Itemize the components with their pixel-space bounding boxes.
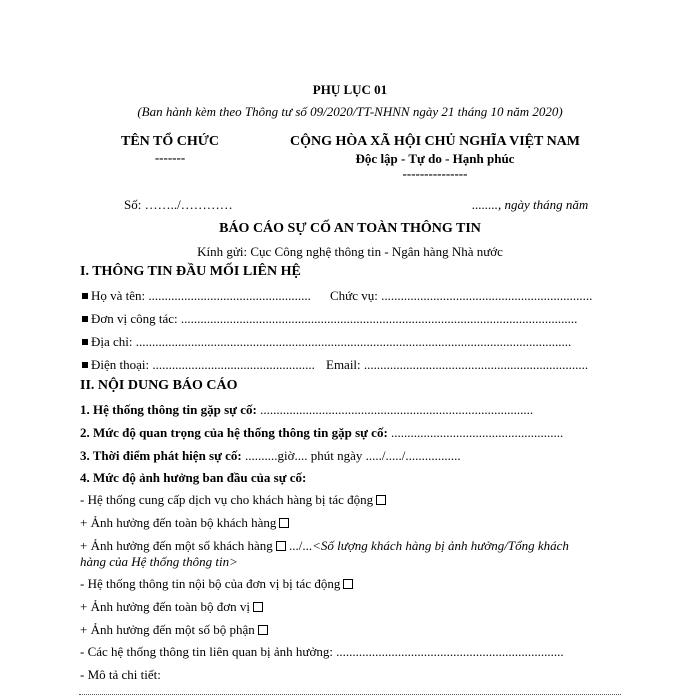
appendix-note: (Ban hành kèm theo Thông tư số 09/2020/TT-NHNN ngày 21 tháng 10 năm 2020) [137,104,563,119]
line-f-text: + Ảnh hưởng đến một số bộ phận [80,622,255,637]
dotted-line [79,694,621,695]
bullet-icon [82,293,88,299]
item2-label: 2. Mức độ quan trọng của hệ thống thông tin gặp sự cố: [80,425,388,440]
line-c [80,538,569,554]
line-f [80,622,268,638]
report-recipient: Kính gửi: Cục Công nghệ thông tin - Ngân hàng Nhà nước [197,244,503,259]
checkbox-icon[interactable] [279,518,289,528]
motto-dash: --------------- [402,166,468,181]
line-b [80,515,289,531]
bullet-icon [82,316,88,322]
item3-label: 3. Thời điểm phát hiện sự cố: [80,448,242,463]
line-a-text: - Hệ thống cung cấp dịch vụ cho khách hàng bị tác động [80,492,374,507]
item4-label: 4. Mức độ ảnh hưởng ban đầu của sự cố: [80,470,307,485]
line-e-text: + Ảnh hưởng đến toàn bộ đơn vị [80,599,251,614]
line-a [80,492,386,508]
line-b-text: + Ảnh hưởng đến toàn bộ khách hàng [80,515,277,530]
line-d [80,576,353,592]
line-c-after: .../... [285,538,313,553]
org-name: TÊN TỔ CHỨC [120,134,219,149]
org-dash: ------- [154,150,186,165]
nation-heading: CỘNG HÒA XÃ HỘI CHỦ NGHĨA VIỆT NAM [289,134,580,149]
item3-value: ..........giờ.... phút ngày ...../...../................. [241,448,461,463]
doc-date: ........, ngày tháng năm [472,197,589,212]
item1 [80,402,533,418]
doc-number: Số: ……../………… [124,197,233,212]
name-field [82,288,311,304]
line-h: - Mô tả chi tiết: [80,667,161,682]
item2-dots: ..................................................... [387,425,564,440]
checkbox-icon[interactable] [258,625,268,635]
line-c-text: + Ảnh hưởng đến một số khách hàng [80,538,273,553]
phone-field [82,357,315,373]
item3 [80,448,461,464]
checkbox-icon[interactable] [276,541,286,551]
line-d-text: - Hệ thống thông tin nội bộ của đơn vị bị tác động [80,576,341,591]
unit-label: Đơn vị công tác: .......................................................................................................................... [91,311,578,326]
section2-heading: II. NỘI DUNG BÁO CÁO [80,378,238,393]
bullet-icon [82,362,88,368]
item1-dots: .................................................................................... [256,402,534,417]
line-c-note-2: hàng của Hệ thống thông tin> [80,554,238,569]
item1-label: 1. Hệ thống thông tin gặp sự cố: [80,402,257,417]
line-g: - Các hệ thống thông tin liên quan bị ảnh hưởng: ...................................................................... [80,644,564,659]
motto: Độc lập - Tự do - Hạnh phúc [355,151,515,166]
position-field: Chức vụ: ................................................................. [330,288,593,303]
appendix-title: PHỤ LỤC 01 [312,82,388,97]
checkbox-icon[interactable] [376,495,386,505]
address-label: Địa chỉ: ...................................................................................................................................... [91,334,572,349]
unit-field [82,311,577,327]
item2 [80,425,563,441]
checkbox-icon[interactable] [253,602,263,612]
bullet-icon [82,339,88,345]
line-c-note: <Số lượng khách hàng bị ảnh hưởng/Tổng khách [312,538,569,553]
section1-heading: I. THÔNG TIN ĐẦU MỐI LIÊN HỆ [80,264,301,279]
name-label: Họ và tên: .................................................. [91,288,311,303]
report-title: BÁO CÁO SỰ CỐ AN TOÀN THÔNG TIN [219,221,481,236]
email-field: Email: ..................................................................... [326,357,589,372]
checkbox-icon[interactable] [343,579,353,589]
phone-label: Điện thoại: .................................................. [91,357,315,372]
line-e [80,599,263,615]
address-field [82,334,571,350]
